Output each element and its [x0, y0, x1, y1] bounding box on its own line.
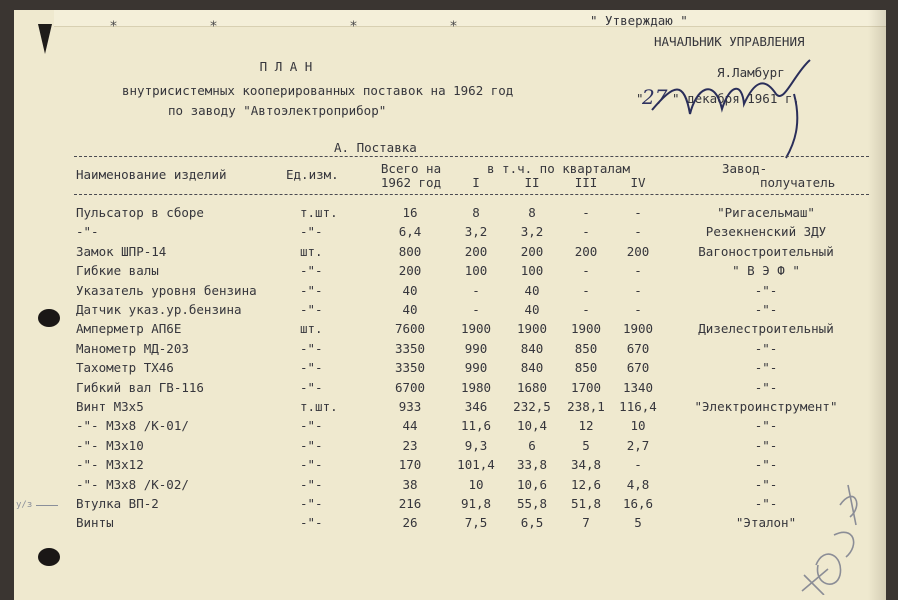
cell-q3: 238,1 — [567, 399, 605, 414]
column-header-plant-line2: получатель — [760, 175, 836, 190]
cell-unit: -"- — [300, 438, 323, 453]
cell-name: -"- — [76, 224, 99, 239]
cell-q3: - — [582, 302, 590, 317]
cell-q4: - — [634, 205, 642, 220]
cell-q2: 6,5 — [520, 515, 544, 530]
cell-q4: 4,8 — [626, 477, 650, 492]
cell-q1: 990 — [464, 360, 488, 375]
cell-q1: 10 — [468, 477, 484, 492]
column-header-plant-line1: Завод- — [722, 161, 768, 176]
cell-plant: -"- — [754, 418, 778, 433]
cell-total: 40 — [402, 302, 418, 317]
cell-name: Пульсатор в сборе — [76, 205, 204, 220]
top-paper-strip — [54, 10, 886, 27]
punch-hole-upper — [38, 309, 60, 327]
cell-q4: - — [634, 302, 642, 317]
cell-q3: 51,8 — [570, 496, 602, 511]
cell-q1: 91,8 — [460, 496, 492, 511]
cell-name: Указатель уровня бензина — [76, 283, 257, 298]
cell-q3: - — [582, 283, 590, 298]
cell-unit: -"- — [300, 302, 323, 317]
cell-q1: 8 — [472, 205, 480, 220]
cell-total: 200 — [398, 263, 422, 278]
cell-total: 800 — [398, 244, 422, 259]
cell-q4: 5 — [634, 515, 642, 530]
cell-unit: -"- — [300, 418, 323, 433]
margin-dash — [36, 505, 58, 506]
cell-unit: -"- — [300, 224, 323, 239]
column-header-unit: Ед.изм. — [286, 167, 339, 182]
handwritten-signature — [644, 54, 834, 164]
column-header-q1: I — [472, 175, 480, 190]
cell-total: 26 — [402, 515, 418, 530]
cell-total: 6,4 — [398, 224, 422, 239]
cell-q4: 670 — [626, 360, 650, 375]
document-title: П Л А Н — [259, 59, 313, 74]
cell-q4: 1900 — [622, 321, 654, 336]
column-header-total-line1: Всего на — [380, 161, 442, 176]
staple-mark: ⁎ — [450, 14, 457, 30]
cell-q3: 12,6 — [570, 477, 602, 492]
cell-q4: - — [634, 283, 642, 298]
cell-name: -"- М3х12 — [76, 457, 144, 472]
cell-unit: т.шт. — [300, 399, 338, 414]
cell-q4: 2,7 — [626, 438, 650, 453]
document-sheet — [14, 10, 886, 600]
cell-total: 16 — [402, 205, 418, 220]
cell-unit: -"- — [300, 283, 323, 298]
cell-unit: шт. — [300, 244, 323, 259]
cell-total: 3350 — [394, 341, 426, 356]
cell-q2: 840 — [520, 341, 544, 356]
cell-q4: - — [634, 224, 642, 239]
cell-total: 933 — [398, 399, 422, 414]
cell-name: Винт М3х5 — [76, 399, 144, 414]
cell-plant: "Ригасельмаш" — [717, 205, 815, 220]
cell-q3: - — [582, 263, 590, 278]
cell-q4: 10 — [630, 418, 646, 433]
cell-q3: 1900 — [570, 321, 602, 336]
cell-unit: -"- — [300, 477, 323, 492]
cell-plant: -"- — [754, 360, 778, 375]
cell-name: Винты — [76, 515, 114, 530]
cell-name: -"- М3х8 /К-01/ — [76, 418, 189, 433]
approver-position: НАЧАЛЬНИК УПРАВЛЕНИЯ — [654, 34, 805, 49]
cell-q3: 5 — [582, 438, 590, 453]
cell-q1: - — [472, 283, 480, 298]
cell-plant: -"- — [754, 457, 778, 472]
cell-q2: 10,6 — [516, 477, 548, 492]
column-header-q4: IV — [630, 175, 646, 190]
cell-q1: - — [472, 302, 480, 317]
cell-plant: Дизелестроительный — [698, 321, 834, 336]
pencil-scribble — [794, 465, 874, 595]
cell-plant: Резекненский ЗДУ — [705, 224, 827, 239]
cell-q2: 200 — [520, 244, 544, 259]
binding-tab — [38, 24, 52, 54]
punch-hole-lower — [38, 548, 60, 566]
cell-q4: - — [634, 457, 642, 472]
cell-unit: -"- — [300, 496, 323, 511]
cell-q4: - — [634, 263, 642, 278]
cell-total: 40 — [402, 283, 418, 298]
cell-name: Гибкий вал ГВ-116 — [76, 380, 204, 395]
column-header-q2: II — [524, 175, 540, 190]
cell-plant: -"- — [754, 380, 778, 395]
cell-q2: 8 — [528, 205, 536, 220]
column-header-name: Наименование изделий — [76, 167, 227, 182]
cell-name: Тахометр ТХ46 — [76, 360, 174, 375]
cell-q3: 34,8 — [570, 457, 602, 472]
cell-total: 7600 — [394, 321, 426, 336]
cell-q3: 7 — [582, 515, 590, 530]
cell-plant: "Эталон" — [735, 515, 797, 530]
margin-note: у/з — [16, 500, 33, 510]
section-title: А. Поставка — [334, 140, 417, 155]
cell-plant: " В Э Ф " — [732, 263, 800, 278]
cell-name: Замок ШПР-14 — [76, 244, 167, 259]
cell-q4: 116,4 — [619, 399, 657, 414]
cell-q4: 1340 — [622, 380, 654, 395]
cell-q2: 6 — [528, 438, 536, 453]
cell-q1: 990 — [464, 341, 488, 356]
cell-q2: 40 — [524, 283, 540, 298]
cell-q4: 670 — [626, 341, 650, 356]
cell-q2: 10,4 — [516, 418, 548, 433]
cell-q1: 7,5 — [464, 515, 488, 530]
cell-q1: 101,4 — [457, 457, 495, 472]
column-header-quarters: в т.ч. по кварталам — [487, 161, 630, 176]
cell-q2: 55,8 — [516, 496, 548, 511]
cell-q2: 232,5 — [513, 399, 551, 414]
cell-name: Манометр МД-203 — [76, 341, 189, 356]
approve-label: " Утверждаю " — [590, 13, 688, 28]
cell-q1: 9,3 — [464, 438, 488, 453]
cell-q1: 3,2 — [464, 224, 488, 239]
cell-q1: 1900 — [460, 321, 492, 336]
cell-q3: - — [582, 224, 590, 239]
cell-q1: 11,6 — [460, 418, 492, 433]
column-header-q3: III — [574, 175, 598, 190]
cell-plant: -"- — [754, 302, 778, 317]
approval-date-open: " — [636, 91, 644, 106]
cell-name: -"- М3х8 /К-02/ — [76, 477, 189, 492]
cell-q3: 200 — [574, 244, 598, 259]
table-top-rule — [74, 156, 869, 157]
cell-name: -"- М3х10 — [76, 438, 144, 453]
cell-plant: "Электроинструмент" — [694, 399, 838, 414]
cell-plant: -"- — [754, 438, 778, 453]
cell-unit: -"- — [300, 380, 323, 395]
cell-q2: 33,8 — [516, 457, 548, 472]
cell-unit: -"- — [300, 360, 323, 375]
cell-q1: 346 — [464, 399, 488, 414]
cell-q4: 200 — [626, 244, 650, 259]
document-subtitle-line1: внутрисистемных кооперированных поставок на 1962 год — [122, 83, 514, 98]
approval-date-rest: " декабря 1961 г. — [672, 91, 800, 106]
cell-q2: 1900 — [516, 321, 548, 336]
staple-mark: ⁎ — [350, 14, 357, 30]
cell-q2: 100 — [520, 263, 544, 278]
cell-q4: 16,6 — [622, 496, 654, 511]
cell-unit: -"- — [300, 341, 323, 356]
cell-q1: 200 — [464, 244, 488, 259]
cell-plant: -"- — [754, 283, 778, 298]
cell-plant: -"- — [754, 496, 778, 511]
cell-q2: 1680 — [516, 380, 548, 395]
cell-total: 6700 — [394, 380, 426, 395]
cell-q3: 12 — [578, 418, 594, 433]
cell-q2: 840 — [520, 360, 544, 375]
document-subtitle-line2: по заводу "Автоэлектроприбор" — [168, 103, 387, 118]
approval-date-day: 27 — [642, 85, 668, 109]
cell-q3: 1700 — [570, 380, 602, 395]
cell-q1: 1980 — [460, 380, 492, 395]
cell-total: 3350 — [394, 360, 426, 375]
cell-total: 170 — [398, 457, 422, 472]
cell-q2: 40 — [524, 302, 540, 317]
cell-name: Гибкие валы — [76, 263, 159, 278]
cell-q3: 850 — [574, 360, 598, 375]
cell-unit: шт. — [300, 321, 323, 336]
cell-q1: 100 — [464, 263, 488, 278]
cell-unit: -"- — [300, 263, 323, 278]
cell-total: 216 — [398, 496, 422, 511]
column-header-total-line2: 1962 год — [380, 175, 442, 190]
cell-plant: Вагоностроительный — [698, 244, 834, 259]
cell-q3: 850 — [574, 341, 598, 356]
cell-plant: -"- — [754, 477, 778, 492]
staple-mark: ⁎ — [210, 14, 217, 30]
cell-total: 44 — [402, 418, 418, 433]
cell-plant: -"- — [754, 341, 778, 356]
cell-q2: 3,2 — [520, 224, 544, 239]
cell-q3: - — [582, 205, 590, 220]
table-header-rule — [74, 194, 869, 195]
cell-unit: -"- — [300, 515, 323, 530]
staple-mark: ⁎ — [110, 14, 117, 30]
cell-total: 38 — [402, 477, 418, 492]
cell-name: Амперметр АП6Е — [76, 321, 182, 336]
cell-name: Датчик указ.ур.бензина — [76, 302, 242, 317]
cell-unit: -"- — [300, 457, 323, 472]
cell-total: 23 — [402, 438, 418, 453]
approver-name: Я.Ламбург — [717, 65, 785, 80]
cell-unit: т.шт. — [300, 205, 338, 220]
cell-name: Втулка ВП-2 — [76, 496, 159, 511]
